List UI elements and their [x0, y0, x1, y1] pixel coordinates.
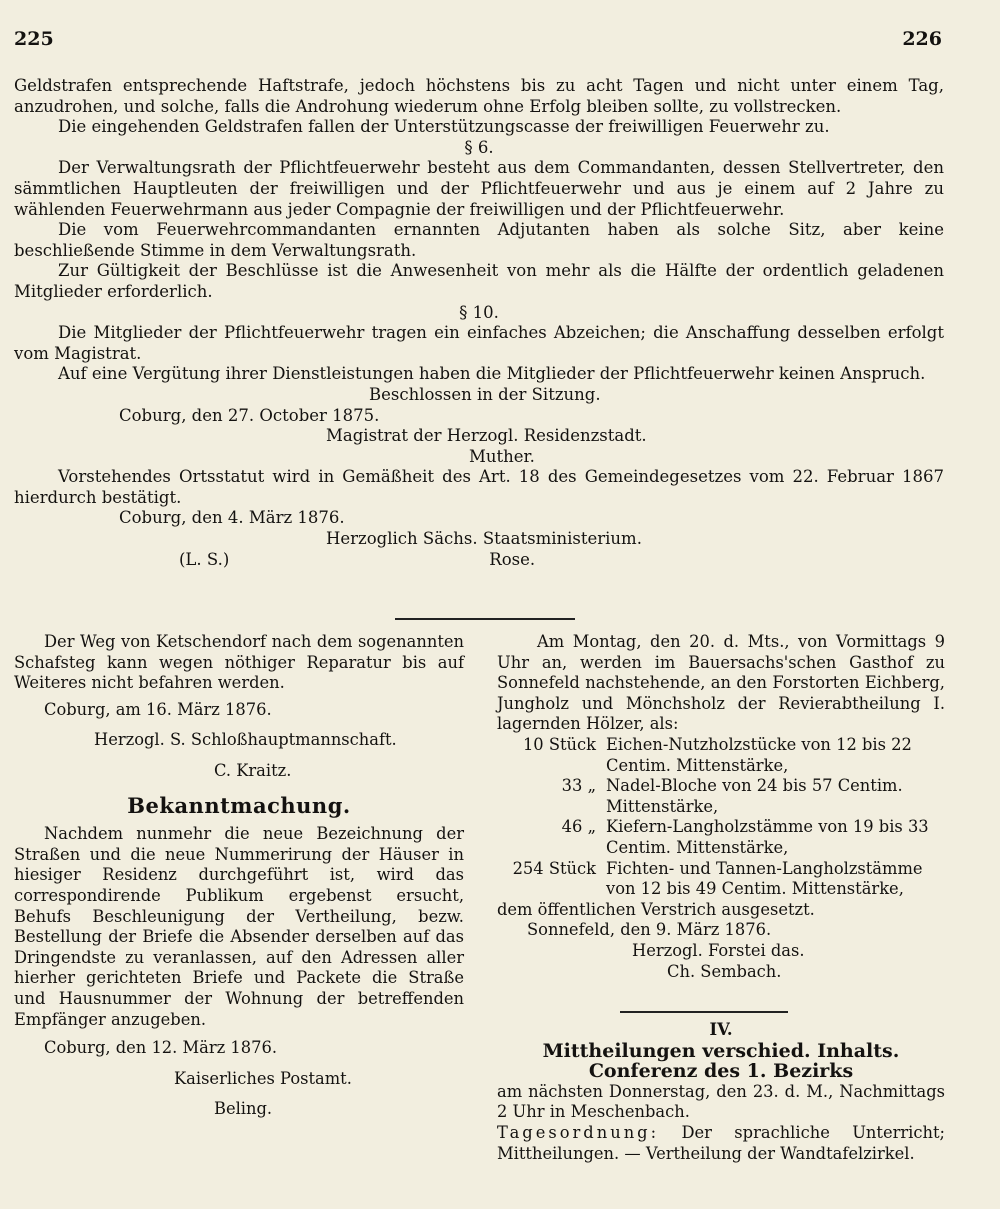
- signing-authority: Kaiserliches Postamt.: [174, 1068, 352, 1088]
- signer-name: C. Kraitz.: [214, 760, 292, 780]
- section-title: Mittheilungen verschied. Inhalts.: [542, 1039, 900, 1062]
- signer-name: Rose.: [489, 549, 536, 569]
- signing-authority: Herzogl. S. Schloßhauptmannschaft.: [94, 730, 397, 750]
- postal-notice: Nachdem nunmehr die neue Bezeichnung der Straßen und die neue Nummerirung der Häuser in hiesiger Residenz durchgeführt ist, wird das correspondirende Publikum ergebenst ersucht, Behufs Beschleunigung der Vertheilung, bezw. Bestellung der Briefe die Absender derselben auf das Dringendste zu veranlassen, auf den Adressen aller hierher gerichteten Briefe und Packete die Straße und Hausnummer der Wohnung der betreffenden Empfänger anzugeben.: [14, 824, 464, 1029]
- paragraph: Die Mitglieder der Pflichtfeuerwehr tragen ein einfaches Abzeichen; die Anschaffung desselben erfolgt vom Magistrat.: [14, 323, 944, 363]
- seal-and-signer: [14, 550, 944, 571]
- page-number-right: 226: [902, 28, 942, 50]
- signing-authority: Magistrat der Herzogl. Residenzstadt.: [326, 426, 647, 446]
- conference-details: am nächsten Donnerstag, den 23. d. M., Nachmittags 2 Uhr in Meschenbach.: [497, 1081, 945, 1122]
- section-number: IV.: [709, 1020, 733, 1039]
- paragraph: Die vom Feuerwehrcommandanten ernannten Adjutanten haben als solche Sitz, aber keine beschließende Stimme in dem Verwaltungsrath.: [14, 220, 944, 260]
- date-line: Coburg, am 16. März 1876.: [44, 699, 272, 719]
- list-item: 46 „ Kiefern-Langholzstämme von 19 bis 33 Centim. Mittenstärke,: [561, 817, 929, 857]
- announcements-section: [497, 1020, 945, 1164]
- separator-rule: [620, 1011, 788, 1013]
- paragraph: Die eingehenden Geldstrafen fallen der Unterstützungscasse der freiwilligen Feuerwehr zu.: [58, 117, 830, 137]
- road-notice: Der Weg von Ketschendorf nach dem sogenannten Schafsteg kann wegen nöthiger Reparatur bis auf Weiteres nicht befahren werden.: [14, 632, 464, 693]
- timber-list: [501, 735, 945, 900]
- separator-rule: [395, 618, 575, 620]
- date-line: Coburg, den 27. October 1875.: [119, 405, 380, 425]
- list-item: 10 Stück Eichen-Nutzholzstücke von 12 bis 22 Centim. Mittenstärke,: [522, 734, 912, 775]
- signer-name: Ch. Sembach.: [667, 961, 782, 981]
- page-number-left: 225: [14, 28, 54, 50]
- resolution-note: Beschlossen in der Sitzung.: [369, 384, 601, 404]
- agenda-label: Tagesordnung:: [497, 1122, 660, 1142]
- paragraph: Zur Gültigkeit der Beschlüsse ist die Anwesenheit von mehr als die Hälfte der ordentlich geladenen Mitglieder erforderlich.: [14, 261, 944, 301]
- right-column: [497, 632, 945, 982]
- date-line: Coburg, den 12. März 1876.: [44, 1038, 278, 1058]
- auction-notice: Am Montag, den 20. d. Mts., von Vormittags 9 Uhr an, werden im Bauersachs'schen Gasthof zu Sonnefeld nachstehende, an den Forstorten Eichberg, Jungholz und Mönchsholz der Revierabtheilung I. lagernden Hölzer, als:: [497, 632, 945, 734]
- signing-authority: Herzoglich Sächs. Staatsministerium.: [326, 529, 642, 549]
- agenda: [497, 1123, 945, 1164]
- signing-authority: Herzogl. Forstei das.: [632, 940, 805, 960]
- date-line: Sonnefeld, den 9. März 1876.: [527, 920, 772, 940]
- notice-heading: Bekanntmachung.: [127, 792, 351, 818]
- paragraph: Der Verwaltungsrath der Pflichtfeuerwehr besteht aus dem Commandanten, dessen Stellvertreter, den sämmtlichen Hauptleuten der freiwilligen und der Pflichtfeuerwehr und aus je einem auf 2 Jahre zu wählenden Feuerwehrmann aus jeder Compagnie der freiwilligen und der Pflichtfeuerwehr.: [14, 158, 944, 219]
- date-line: Coburg, den 4. März 1876.: [119, 508, 345, 528]
- paragraph: dem öffentlichen Verstrich ausgesetzt.: [497, 899, 815, 919]
- list-item: 254 Stück Fichten- und Tannen-Langholzstämme von 12 bis 49 Centim. Mittenstärke,: [512, 858, 923, 899]
- section-heading: § 10.: [459, 302, 499, 322]
- conference-title: Conferenz des 1. Bezirks: [588, 1060, 854, 1083]
- seal-mark: (L. S.): [179, 549, 230, 569]
- agenda-text: Der sprachliche Unterricht; Mittheilungen. — Vertheilung der Wandtafelzirkel.: [497, 1122, 945, 1163]
- list-item: 33 „ Nadel-Bloche von 24 bis 57 Centim. Mittenstärke,: [561, 776, 903, 816]
- paragraph: Vorstehendes Ortsstatut wird in Gemäßheit des Art. 18 des Gemeindegesetzes vom 22. Februar 1867 hierdurch bestätigt.: [14, 467, 944, 507]
- section-heading: § 6.: [464, 137, 494, 157]
- paragraph: Auf eine Vergütung ihrer Dienstleistungen haben die Mitglieder der Pflichtfeuerwehr keinen Anspruch.: [58, 364, 926, 384]
- ordinance-text: [14, 76, 944, 570]
- paragraph: Geldstrafen entsprechende Haftstrafe, jedoch höchstens bis zu acht Tagen und nicht unter einem Tag, anzudrohen, und solche, falls die Androhung wiederum ohne Erfolg bleiben sollte, zu vollstrecken.: [14, 76, 944, 116]
- signer-name: Muther.: [469, 446, 535, 466]
- left-column: [14, 632, 464, 1120]
- signer-name: Beling.: [214, 1099, 273, 1119]
